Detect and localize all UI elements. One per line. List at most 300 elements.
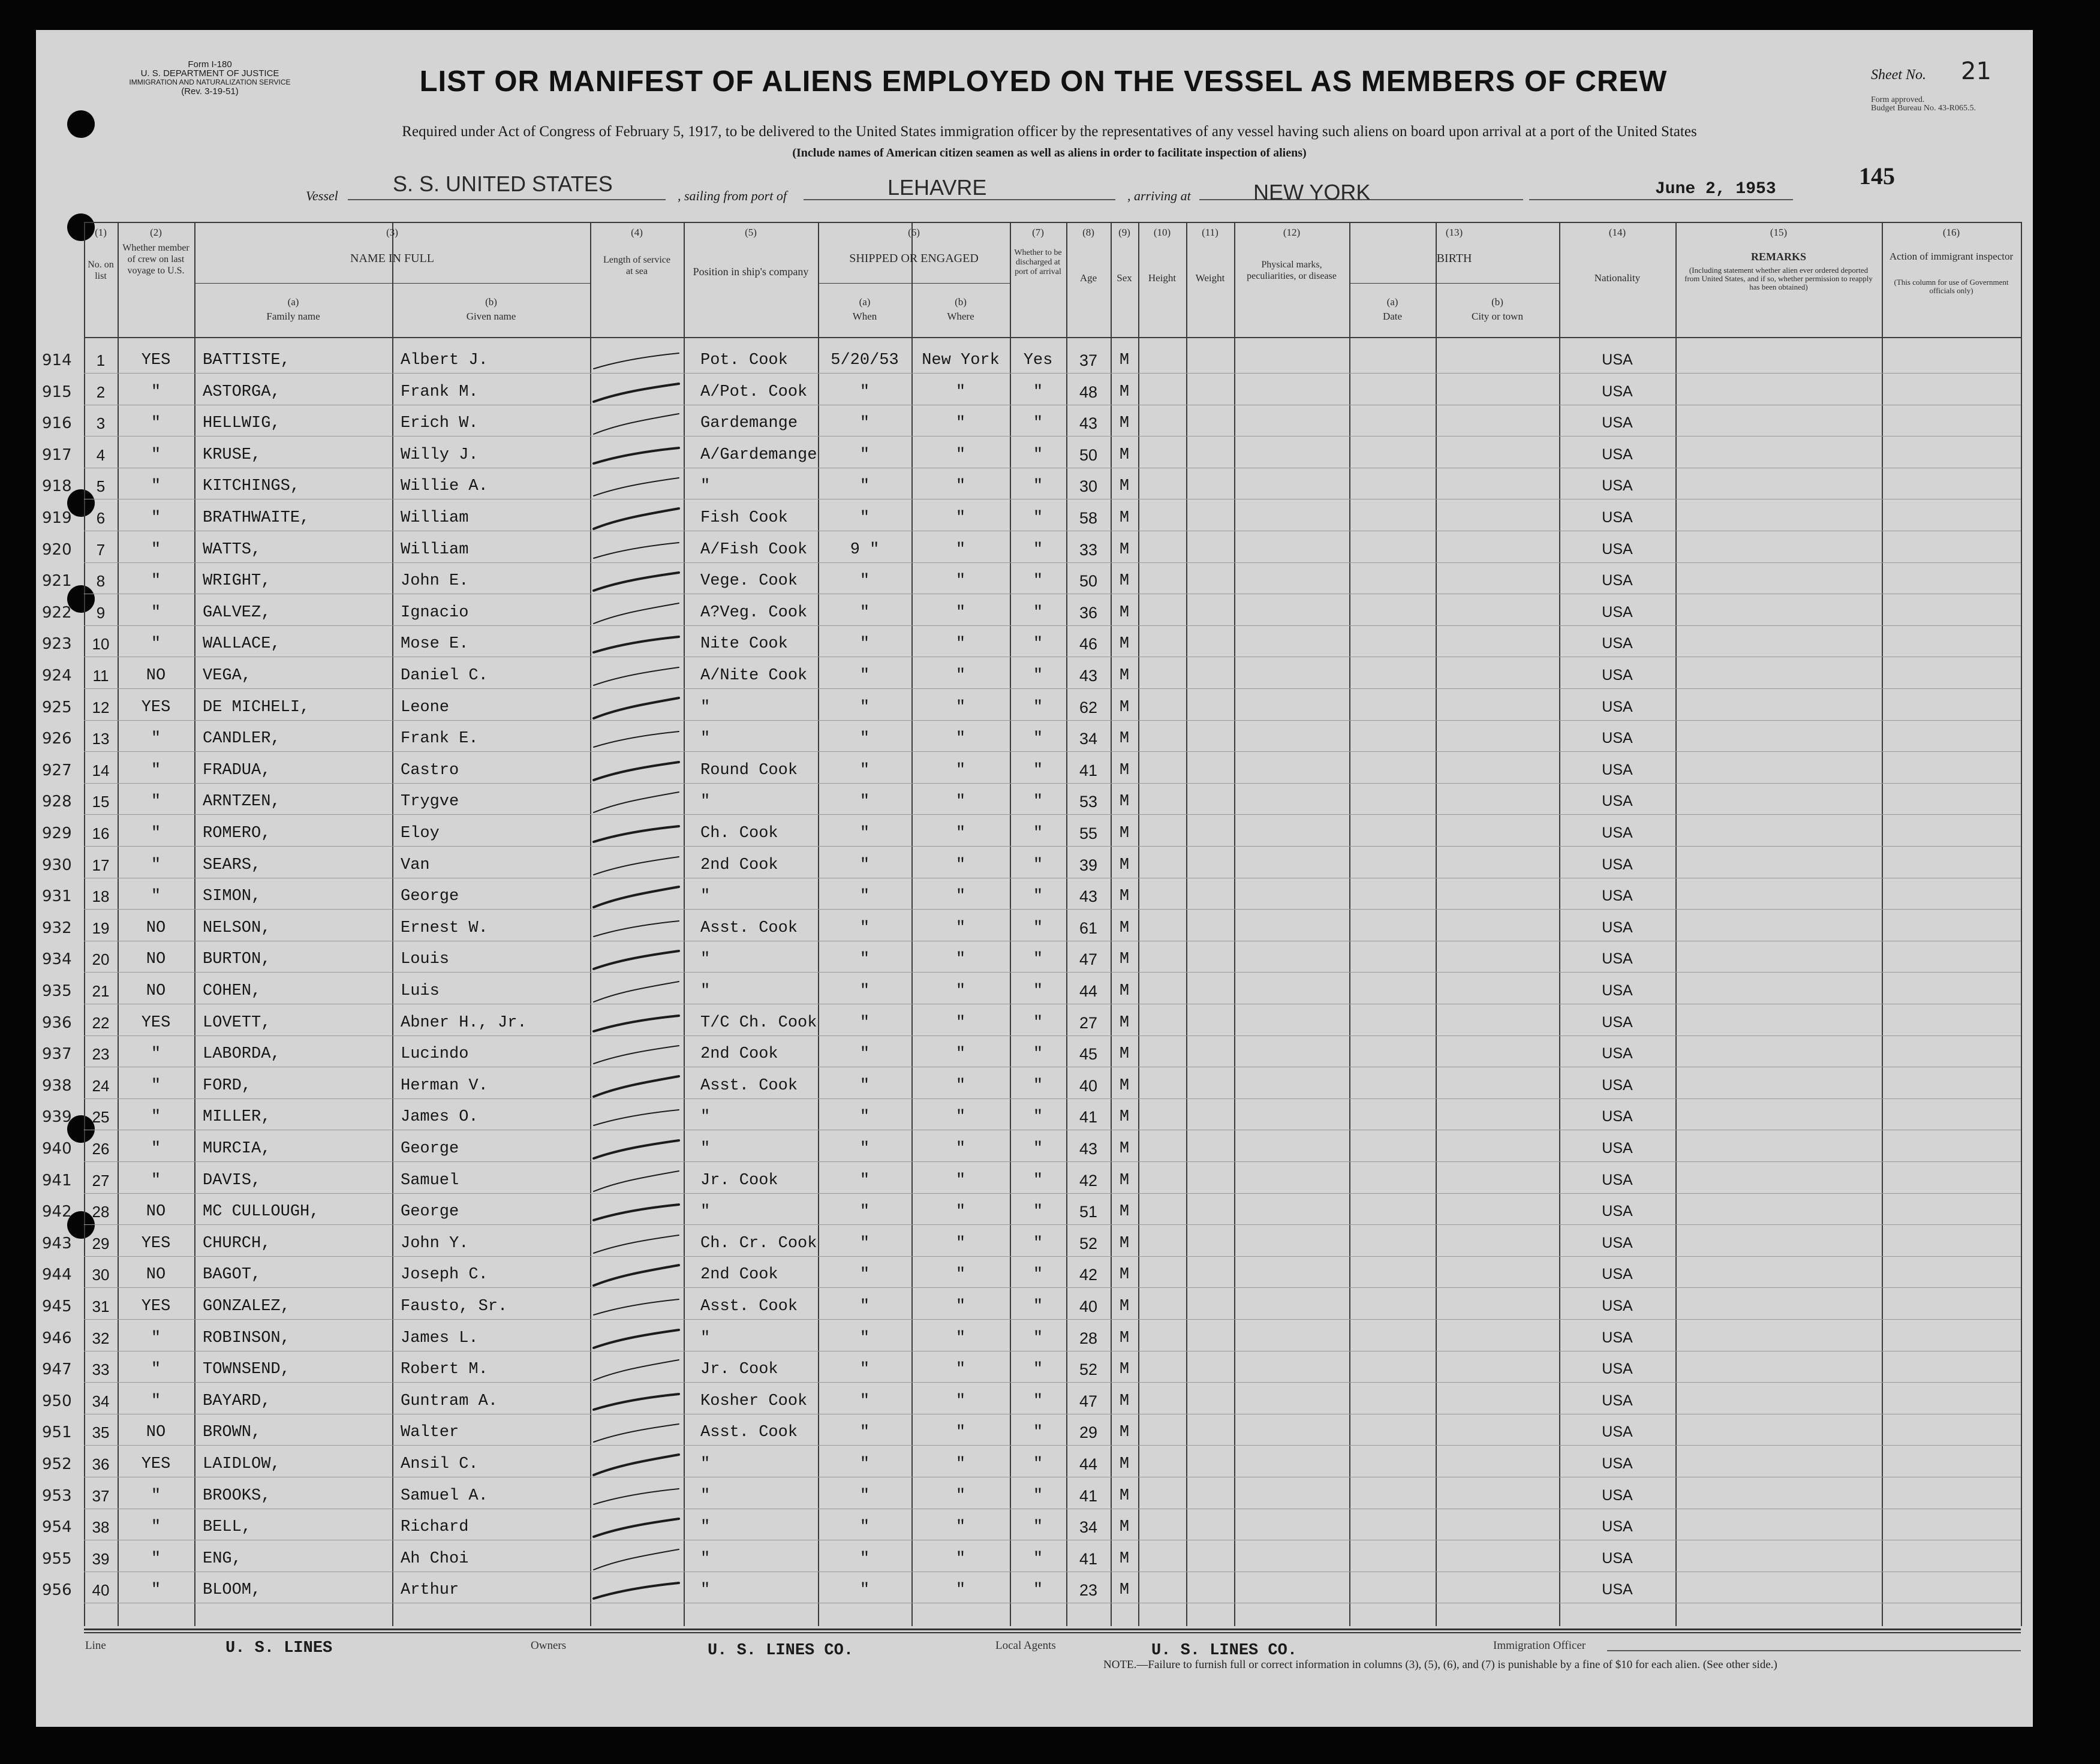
row-when: ": [859, 887, 870, 906]
row-discharge: ": [1033, 856, 1043, 874]
row-ref: 940: [42, 1140, 72, 1158]
row-age: 43: [1079, 667, 1098, 685]
row-no: 31: [92, 1298, 110, 1316]
row-rule: [84, 1382, 2021, 1383]
row-ref: 928: [42, 793, 72, 811]
row-no: 30: [92, 1266, 110, 1284]
row-given: Ah Choi: [401, 1549, 469, 1568]
row-no: 14: [92, 761, 110, 779]
row-age: 23: [1079, 1581, 1098, 1600]
col-4-label: Length of service at sea: [603, 255, 670, 276]
page-title: LIST OR MANIFEST OF ALIENS EMPLOYED ON THE VESSEL AS MEMBERS OF CREW: [419, 65, 1668, 98]
row-age: 43: [1079, 1140, 1098, 1158]
service-length-stroke: [589, 382, 685, 406]
col-6a-label: When: [852, 311, 877, 322]
row-age: 50: [1079, 572, 1098, 591]
row-age: 52: [1079, 1360, 1098, 1379]
row-sex: M: [1119, 1329, 1130, 1347]
row-given: Ansil C.: [401, 1455, 479, 1473]
row-sex: M: [1119, 1013, 1130, 1032]
row-nationality: USA: [1602, 1423, 1633, 1441]
row-given: Luis: [401, 982, 440, 1000]
row-age: 43: [1079, 887, 1098, 906]
sheet-number: 21: [1961, 58, 1991, 85]
row-position: 2nd Cook: [700, 856, 778, 874]
row-age: 62: [1079, 698, 1098, 717]
row-nationality: USA: [1602, 1486, 1633, 1504]
row-when: ": [859, 1518, 870, 1537]
service-length-stroke: [589, 1517, 685, 1541]
row-ref: 953: [42, 1486, 72, 1505]
row-no: 22: [92, 1013, 110, 1032]
row-ref: 947: [42, 1360, 72, 1379]
row-discharge: ": [1033, 1518, 1043, 1537]
service-length-stroke: [589, 476, 685, 500]
row-where: ": [955, 1076, 966, 1095]
row-family: FORD,: [203, 1076, 252, 1095]
row-where: ": [955, 1329, 966, 1347]
row-nationality: USA: [1602, 887, 1633, 905]
subtitle: Required under Act of Congress of February 5, 1917, to be delivered to the United States immigration officer by the representatives of any vessel having such aliens on board upon arrival at a port of the United States: [402, 124, 1697, 140]
col-13a-label: Date: [1382, 311, 1403, 322]
row-rule: [84, 1445, 2021, 1446]
row-age: 47: [1079, 1392, 1098, 1410]
row-age: 51: [1079, 1203, 1098, 1221]
row-when: ": [859, 793, 870, 811]
row-position: ": [700, 698, 711, 717]
row-position: ": [700, 1203, 711, 1221]
row-position: T/C Ch. Cook: [700, 1013, 817, 1032]
row-where: ": [955, 1045, 966, 1064]
row-discharge: ": [1033, 1108, 1043, 1127]
row-family: KRUSE,: [203, 445, 261, 464]
row-no: 26: [92, 1140, 110, 1158]
row-position: ": [700, 1518, 711, 1537]
row-sex: M: [1119, 950, 1130, 969]
row-nationality: USA: [1602, 1045, 1633, 1062]
row-rule: [84, 1035, 2021, 1036]
row-given: Herman V.: [401, 1076, 488, 1095]
row-discharge: ": [1033, 824, 1043, 842]
row-nationality: USA: [1602, 603, 1633, 621]
row-when: ": [859, 572, 870, 591]
officer-label: Immigration Officer: [1493, 1639, 1586, 1652]
row-family: LABORDA,: [203, 1045, 281, 1064]
row-nationality: USA: [1602, 1392, 1633, 1409]
row-age: 44: [1079, 982, 1098, 1000]
col-7-label: Whether to be discharged at port of arrival: [1014, 248, 1062, 276]
row-given: Erich W.: [401, 414, 479, 433]
row-rule: [84, 814, 2021, 815]
col-8-number: (8): [1082, 227, 1094, 238]
row-where: ": [955, 1518, 966, 1537]
row-ref: 942: [42, 1203, 72, 1221]
row-nationality: USA: [1602, 950, 1633, 968]
column-rule: [2021, 222, 2022, 1626]
service-length-stroke: [589, 1013, 685, 1037]
service-length-stroke: [589, 1076, 685, 1100]
row-discharge: ": [1033, 761, 1043, 779]
row-prev: ": [151, 1108, 161, 1127]
row-prev: ": [151, 1045, 161, 1064]
row-when: ": [859, 667, 870, 685]
row-prev: YES: [141, 698, 171, 717]
row-nationality: USA: [1602, 414, 1633, 432]
row-nationality: USA: [1602, 1203, 1633, 1220]
row-sex: M: [1119, 540, 1130, 559]
row-nationality: USA: [1602, 1455, 1633, 1472]
row-discharge: ": [1033, 1076, 1043, 1095]
col-3b-label: Given name: [466, 311, 516, 322]
col-16-label: Action of immigrant inspector: [1889, 251, 2014, 262]
row-discharge: ": [1033, 414, 1043, 433]
row-where: ": [955, 887, 966, 906]
row-when: ": [859, 698, 870, 717]
row-where: ": [955, 761, 966, 779]
row-nationality: USA: [1602, 730, 1633, 747]
row-rule: [84, 1287, 2021, 1288]
row-prev: ": [151, 856, 161, 874]
row-ref: 939: [42, 1108, 72, 1127]
row-ref: 944: [42, 1266, 72, 1284]
row-where: ": [955, 793, 966, 811]
row-position: Asst. Cook: [700, 919, 798, 937]
row-where: ": [955, 1108, 966, 1127]
col-14-label: Nationality: [1594, 272, 1641, 284]
row-no: 9: [96, 603, 106, 622]
row-rule: [84, 625, 2021, 626]
row-position: ": [700, 1549, 711, 1568]
row-family: WATTS,: [203, 540, 261, 559]
row-position: Asst. Cook: [700, 1076, 798, 1095]
row-when: ": [859, 1266, 870, 1284]
column-rule: [392, 222, 393, 1626]
row-discharge: ": [1033, 603, 1043, 622]
row-ref: 916: [42, 414, 72, 433]
row-given: George: [401, 1140, 459, 1158]
row-no: 2: [96, 383, 106, 401]
owners-value: U. S. LINES CO.: [708, 1642, 854, 1660]
department-name: U. S. DEPARTMENT OF JUSTICE: [140, 68, 279, 79]
row-no: 40: [92, 1581, 110, 1600]
row-sex: M: [1119, 1203, 1130, 1221]
row-position: Gardemange: [700, 414, 798, 433]
row-prev: ": [151, 887, 161, 906]
row-rule: [84, 688, 2021, 689]
arrival-port: NEW YORK: [1253, 180, 1371, 204]
punch-hole: [67, 110, 95, 138]
row-given: Willie A.: [401, 477, 488, 496]
row-given: Richard: [401, 1518, 469, 1537]
row-sex: M: [1119, 1423, 1130, 1442]
row-where: ": [955, 509, 966, 527]
row-no: 27: [92, 1171, 110, 1190]
row-family: BURTON,: [203, 950, 271, 969]
col-4-number: (4): [631, 227, 643, 238]
row-given: Louis: [401, 950, 450, 969]
col-6b-label: Where: [947, 311, 974, 322]
row-age: 43: [1079, 414, 1098, 433]
row-age: 37: [1079, 351, 1098, 369]
row-when: ": [859, 1108, 870, 1127]
row-discharge: ": [1033, 919, 1043, 937]
column-rule: [1138, 222, 1139, 1626]
row-no: 10: [92, 635, 110, 654]
row-sex: M: [1119, 1108, 1130, 1127]
row-where: ": [955, 414, 966, 433]
row-family: BRATHWAITE,: [203, 509, 310, 527]
row-family: COHEN,: [203, 982, 261, 1000]
service-length-stroke: [589, 1202, 685, 1226]
service-length-stroke: [589, 949, 685, 973]
row-ref: 919: [42, 509, 72, 527]
form-info: [108, 60, 312, 96]
row-age: 33: [1079, 540, 1098, 559]
row-given: Abner H., Jr.: [401, 1013, 527, 1032]
row-sex: M: [1119, 414, 1130, 433]
service-length-stroke: [589, 1454, 685, 1478]
service-length-stroke: [589, 1391, 685, 1415]
row-sex: M: [1119, 793, 1130, 811]
row-nationality: USA: [1602, 761, 1633, 778]
row-no: 33: [92, 1360, 110, 1379]
row-age: 45: [1079, 1045, 1098, 1064]
row-prev: NO: [146, 1203, 166, 1221]
row-nationality: USA: [1602, 635, 1633, 652]
row-when: ": [859, 1581, 870, 1600]
row-position: ": [700, 1455, 711, 1473]
row-rule: [84, 562, 2021, 563]
row-sex: M: [1119, 824, 1130, 842]
row-age: 30: [1079, 477, 1098, 496]
row-where: ": [955, 1266, 966, 1284]
service-length-stroke: [589, 729, 685, 752]
service-length-stroke: [589, 1549, 685, 1573]
group-header-rule: [818, 283, 1010, 284]
row-when: ": [859, 1423, 870, 1442]
row-where: ": [955, 950, 966, 969]
service-length-stroke: [589, 413, 685, 437]
row-given: Leone: [401, 698, 450, 717]
group-header-rule: [194, 283, 590, 284]
row-given: Samuel A.: [401, 1486, 488, 1505]
row-discharge: ": [1033, 572, 1043, 591]
row-given: William: [401, 540, 469, 559]
row-when: ": [859, 603, 870, 622]
row-ref: 937: [42, 1045, 72, 1064]
row-prev: ": [151, 1392, 161, 1410]
row-where: ": [955, 540, 966, 559]
row-when: ": [859, 856, 870, 874]
row-no: 3: [96, 414, 106, 433]
row-rule: [84, 751, 2021, 752]
row-given: Frank M.: [401, 383, 479, 401]
row-position: ": [700, 950, 711, 969]
row-where: ": [955, 1171, 966, 1190]
row-nationality: USA: [1602, 509, 1633, 526]
row-position: A?Veg. Cook: [700, 603, 808, 622]
row-rule: [84, 1161, 2021, 1162]
column-rule: [1675, 222, 1677, 1626]
row-sex: M: [1119, 1549, 1130, 1568]
row-age: 46: [1079, 635, 1098, 654]
row-where: ": [955, 1203, 966, 1221]
row-ref: 929: [42, 824, 72, 842]
col-10-label: Height: [1148, 272, 1177, 284]
form-approval: [1871, 96, 1976, 113]
row-when: ": [859, 730, 870, 748]
row-prev: ": [151, 1549, 161, 1568]
col-9-number: (9): [1118, 227, 1130, 238]
col-16-sub: (This column for use of Government officials only): [1894, 278, 2009, 295]
col-13-number: (13): [1445, 227, 1463, 238]
row-family: DAVIS,: [203, 1171, 261, 1190]
row-nationality: USA: [1602, 1360, 1633, 1378]
row-ref: 922: [42, 603, 72, 622]
row-given: Joseph C.: [401, 1266, 488, 1284]
row-prev: ": [151, 1076, 161, 1095]
row-family: BAGOT,: [203, 1266, 261, 1284]
row-sex: M: [1119, 1045, 1130, 1064]
row-no: 37: [92, 1486, 110, 1505]
row-nationality: USA: [1602, 351, 1633, 368]
row-family: TOWNSEND,: [203, 1360, 290, 1379]
row-given: Van: [401, 856, 430, 874]
row-prev: NO: [146, 667, 166, 685]
row-position: 2nd Cook: [700, 1045, 778, 1064]
row-nationality: USA: [1602, 1266, 1633, 1283]
row-prev: NO: [146, 1266, 166, 1284]
row-when: 5/20/53: [831, 351, 899, 369]
row-nationality: USA: [1602, 824, 1633, 841]
row-no: 7: [96, 540, 106, 559]
row-age: 44: [1079, 1455, 1098, 1473]
row-ref: 918: [42, 477, 72, 496]
row-age: 42: [1079, 1266, 1098, 1284]
row-where: ": [955, 730, 966, 748]
row-discharge: ": [1033, 445, 1043, 464]
row-prev: ": [151, 414, 161, 433]
row-sex: M: [1119, 477, 1130, 496]
row-ref: 932: [42, 919, 72, 937]
agents-value: U. S. LINES CO.: [1151, 1642, 1298, 1660]
row-position: ": [700, 1108, 711, 1127]
row-ref: 927: [42, 761, 72, 779]
row-where: ": [955, 603, 966, 622]
col-6-label: SHIPPED OR ENGAGED: [849, 252, 979, 265]
row-discharge: ": [1033, 1455, 1043, 1473]
row-when: ": [859, 824, 870, 842]
row-no: 18: [92, 887, 110, 906]
row-prev: ": [151, 1486, 161, 1505]
row-family: ROMERO,: [203, 824, 271, 842]
row-family: MURCIA,: [203, 1140, 271, 1158]
row-where: ": [955, 477, 966, 496]
row-prev: ": [151, 635, 161, 654]
row-given: Mose E.: [401, 635, 469, 654]
line-value: U. S. LINES: [225, 1639, 333, 1657]
row-position: Asst. Cook: [700, 1298, 798, 1316]
row-prev: ": [151, 445, 161, 464]
row-no: 16: [92, 824, 110, 842]
row-no: 29: [92, 1234, 110, 1253]
row-no: 11: [92, 667, 109, 685]
row-ref: 952: [42, 1455, 72, 1473]
row-nationality: USA: [1602, 1234, 1633, 1251]
row-prev: ": [151, 477, 161, 496]
row-prev: NO: [146, 950, 166, 969]
service-length-stroke: [589, 697, 685, 721]
column-rule: [194, 222, 195, 1626]
col-2-number: (2): [150, 227, 162, 238]
row-position: A/Pot. Cook: [700, 383, 808, 401]
row-age: 39: [1079, 856, 1098, 874]
row-when: ": [859, 1013, 870, 1032]
subtitle-note: (Include names of American citizen seamen as well as aliens in order to facilitate inspection of aliens): [792, 146, 1307, 159]
row-position: ": [700, 1581, 711, 1600]
row-ref: 917: [42, 445, 72, 464]
row-nationality: USA: [1602, 982, 1633, 999]
row-position: A/Gardemange: [700, 445, 817, 464]
row-where: ": [955, 1455, 966, 1473]
row-sex: M: [1119, 603, 1130, 622]
row-ref: 945: [42, 1298, 72, 1316]
row-sex: M: [1119, 1518, 1130, 1537]
row-discharge: ": [1033, 383, 1043, 401]
line-label: Line: [85, 1639, 106, 1652]
row-discharge: ": [1033, 1549, 1043, 1568]
row-when: ": [859, 1234, 870, 1253]
row-nationality: USA: [1602, 1013, 1633, 1031]
row-where: ": [955, 1486, 966, 1505]
column-rule: [1234, 222, 1235, 1626]
row-when: ": [859, 761, 870, 779]
col-3a-label: Family name: [266, 311, 320, 322]
row-prev: ": [151, 761, 161, 779]
row-where: ": [955, 445, 966, 464]
row-where: ": [955, 1298, 966, 1316]
row-where: ": [955, 1234, 966, 1253]
col-5-label: Position in ship's company: [693, 266, 809, 278]
row-where: ": [955, 919, 966, 937]
col-6a-letter: (a): [859, 296, 871, 308]
row-discharge: ": [1033, 793, 1043, 811]
row-sex: M: [1119, 1234, 1130, 1253]
row-no: 8: [96, 572, 106, 591]
row-family: ASTORGA,: [203, 383, 281, 401]
vessel-name: S. S. UNITED STATES: [393, 171, 613, 196]
row-sex: M: [1119, 856, 1130, 874]
row-no: 17: [92, 856, 110, 874]
row-family: GALVEZ,: [203, 603, 271, 622]
arrival-port-label: , arriving at: [1127, 188, 1191, 203]
row-ref: 921: [42, 572, 72, 591]
row-position: ": [700, 477, 711, 496]
col-16-number: (16): [1942, 227, 1960, 238]
service-length-stroke: [589, 1422, 685, 1446]
row-family: BROOKS,: [203, 1486, 271, 1505]
row-family: NELSON,: [203, 919, 271, 937]
row-when: ": [859, 414, 870, 433]
row-no: 5: [96, 477, 106, 496]
row-nationality: USA: [1602, 477, 1633, 495]
row-where: ": [955, 1360, 966, 1379]
row-sex: M: [1119, 1140, 1130, 1158]
row-family: ARNTZEN,: [203, 793, 281, 811]
row-no: 32: [92, 1329, 110, 1347]
form-number: Form I-180: [188, 59, 232, 70]
row-given: Trygve: [401, 793, 459, 811]
